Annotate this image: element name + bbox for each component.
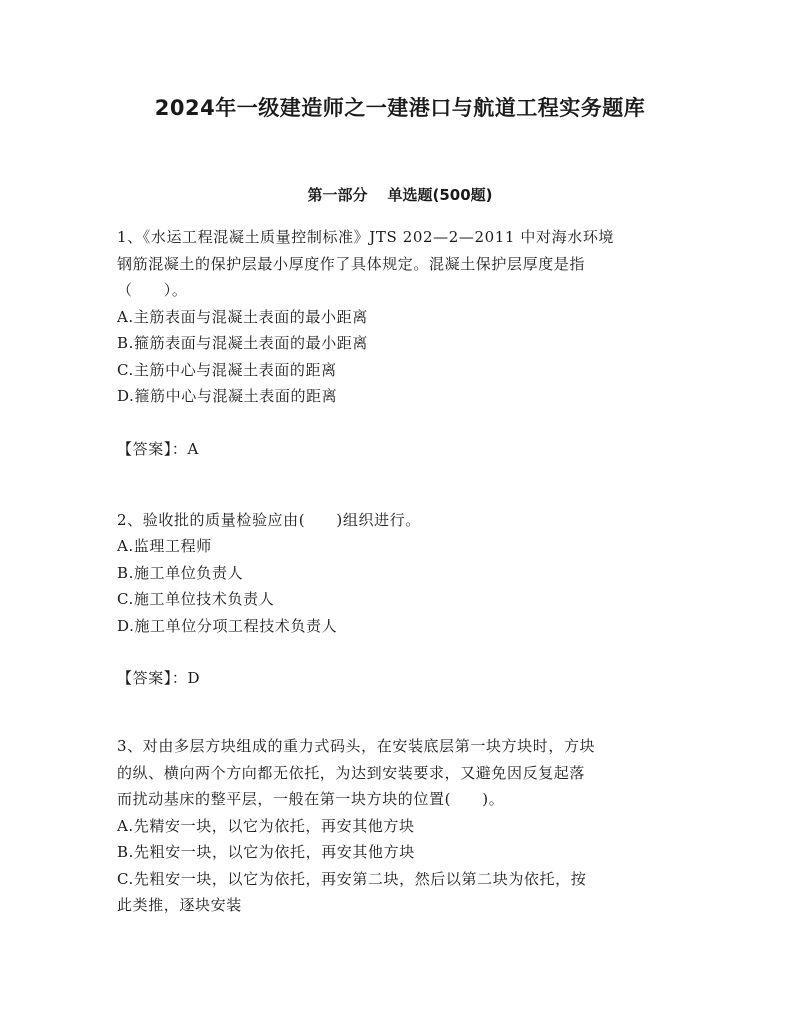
answer-label: 【答案】： [117,669,188,687]
document-title: 2024年一级建造师之一建港口与航道工程实务题库 [154,96,646,120]
option-line: C.先粗安一块，以它为依托，再安第二块，然后以第二块为依托，按 [117,869,587,888]
option-c [117,866,687,919]
question-line: 的纵、横向两个方向都无依托，为达到安装要求，又避免因反复起落 [117,763,586,782]
question-line: 3、对由多层方块组成的重力式码头，在安装底层第一块方块时，方块 [117,737,596,755]
question-stem [117,507,687,534]
option-b: B.施工单位负责人 [117,563,244,582]
answer-value: D [187,669,201,687]
answer-line [117,436,687,462]
section-part: 第一部分 [307,186,368,204]
question-line: 2、验收批的质量检验应由( )组织进行。 [117,510,421,529]
option-b: B.先粗安一块，以它为依托，再安其他方块 [117,843,415,861]
option-c: C.主筋中心与混凝土表面的距离 [117,360,337,379]
option-line: 此类推，逐块安装 [117,896,242,914]
question-list [117,224,687,919]
option-d: D.箍筋中心与混凝土表面的距离 [117,387,338,405]
section-heading [0,184,800,205]
answer-label: 【答案】： [117,439,188,458]
answer-value: A [187,439,199,458]
section-name: 单选题(500题) [387,186,493,204]
question-line: （ ）。 [117,281,188,299]
question-2 [117,507,687,692]
option-b: B.箍筋表面与混凝土表面的最小距离 [117,334,368,352]
option-d: D.施工单位分项工程技术负责人 [117,616,338,635]
option-c: C.施工单位技术负责人 [117,590,275,608]
option-a: A.监理工程师 [117,537,212,555]
option-a: A.先精安一块，以它为依托，再安其他方块 [117,816,415,835]
question-3 [117,733,687,919]
question-line: 而扰动基床的整平层，一般在第一块方块的位置( )。 [117,790,505,808]
question-stem [117,224,687,304]
option-a: A.主筋表面与混凝土表面的最小距离 [117,307,368,326]
question-line: 钢筋混凝土的保护层最小厚度作了具体规定。混凝土保护层厚度是指 [117,254,586,273]
question-stem [117,733,687,813]
question-line: 1、《水运工程混凝土质量控制标准》JTS 202—2—2011 中对海水环境 [117,228,615,246]
question-1 [117,224,687,462]
answer-line [117,665,687,691]
